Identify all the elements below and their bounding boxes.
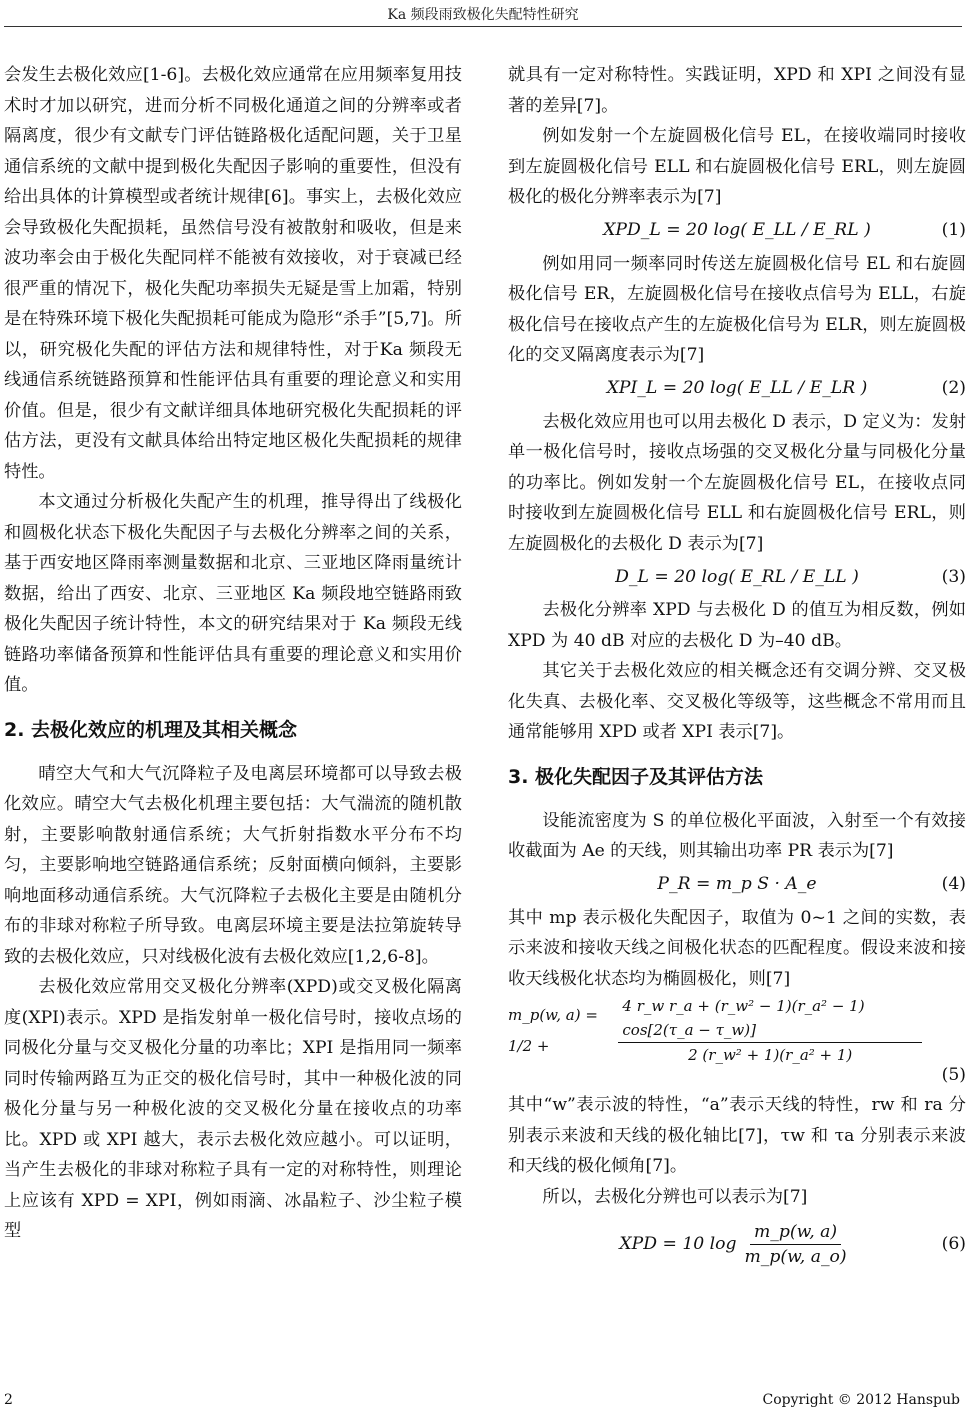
section-heading-3: 3. 极化失配因子及其评估方法 <box>508 765 764 788</box>
footer-rule <box>4 1386 962 1387</box>
paragraph: 例如发射一个左旋圆极化信号 EL，在接收端同时接收到左旋圆极化信号 ELL 和右旋圆极化信号 ERL，则左旋圆极化的极化分辨率表示为[7] <box>508 126 966 207</box>
equation-5-denominator: 2 (r_w² + 1)(r_a² + 1) <box>688 1046 853 1064</box>
equation-3 <box>508 559 966 595</box>
paragraph: 本文通过分析极化失配产生的机理，推导得出了线极化和圆极化状态下极化失配因子与去极化分辨率之间的关系，基于西安地区降雨率测量数据和北京、三亚地区降雨量统计数据，给出了西安、北京、三亚地区 Ka 频段地空链路雨致极化失配因子统计特性，本文的研究结果对于 Ka 频段无线链路功率储备预算和性能评估具有重要的理论意义和实用价值。 <box>4 492 462 695</box>
equation-2 <box>508 371 966 407</box>
paragraph: 去极化效应用也可以用去极化 D 表示，D 定义为：发射单一极化信号时，接收点场强的交叉极化分量与同极化分量的功率比。例如发射一个左旋圆极化信号 EL，在接收点同时接收到左旋圆极化信号 ELL 和右旋圆极化信号 ERL，则左旋圆极化的去极化 D 表示为[7] <box>508 411 966 554</box>
paragraph: 其中“w”表示波的特性，“a”表示天线的特性，rw 和 ra 分别表示来波和天线的极化轴比[7]，τw 和 τa 分别表示来波和天线的极化倾角[7]。 <box>508 1095 966 1176</box>
equation-5 <box>508 994 966 1090</box>
equation-5-numerator: 4 r_w r_a + (r_w² − 1)(r_a² − 1) cos[2(τ_a − τ_w)] <box>618 994 922 1043</box>
paragraph: 去极化效应常用交叉极化分辨率(XPD)或交叉极化隔离度(XPI)表示。XPD 是指发射单一极化信号时，接收点场的同极化分量与交叉极化分量的功率比；XPI 是指用同一频率同时传输两路互为正交的极化信号时，其中一种极化波的同极化分量与另一种极化波的交叉极化分量在接收点的功率比。XPD 或 XPI 越大，表示去极化效应越小。可以证明，当产生去极化的非球对称粒子具有一定的对称特性，则理论上应该有 XPD = XPI，例如雨滴、冰晶粒子、沙尘粒子模型 <box>4 977 462 1241</box>
running-head: Ka 频段雨致极化失配特性研究 <box>387 7 579 23</box>
equation-6-lhs: XPD = 10 log <box>619 1233 737 1254</box>
paragraph: 会发生去极化效应[1-6]。去极化效应通常在应用频率复用技术时才加以研究，进而分析不同极化通道之间的分辨率或者隔离度，很少有文献专门评估链路极化适配问题，关于卫星通信系统的文献中提到极化失配因子影响的重要性，但没有给出具体的计算模型或者统计规律[6]。事实上，去极化效应会导致极化失配损耗，虽然信号没有被散射和吸收，但是来波功率会由于极化失配同样不能被有效接收，对于衰减已经很严重的情况下，极化失配功率损失无疑是雪上加霜，特别是在特殊环境下极化失配损耗可能成为隐形“杀手”[5,7]。所以，研究极化失配的评估方法和规律特性，对于Ka 频段无线通信系统链路预算和性能评估具有重要的理论意义和实用价值。但是，很少有文献详细具体地研究极化失配损耗的评估方法，更没有文献具体给出特定地区极化失配损耗的规律特性。 <box>4 65 462 482</box>
right-column <box>508 60 966 1276</box>
copyright: Copyright © 2012 Hanspub <box>762 1392 960 1408</box>
paragraph: 设能流密度为 S 的单位极化平面波，入射至一个有效接收截面为 Ae 的天线，则其输出功率 PR 表示为[7] <box>508 810 966 861</box>
paragraph: 其中 mp 表示极化失配因子，取值为 0~1 之间的实数，表示来波和接收天线之间极化状态的匹配程度。假设来波和接收天线极化状态均为椭圆极化，则[7] <box>508 907 966 989</box>
paragraph: 晴空大气和大气沉降粒子及电离层环境都可以导致去极化效应。晴空大气去极化机理主要包括：大气湍流的随机散射，主要影响散射通信系统；大气折射指数水平分布不均匀，主要影响地空链路通信系统；反射面横向倾斜，主要影响地面移动通信系统。大气沉降粒子去极化主要是由随机分布的非球对称粒子所导致。电离层环境主要是法拉第旋转导致的去极化效应，只对线极化波有去极化效应[1,2,6-8]。 <box>4 763 462 967</box>
equation-4-body: P_R = m_p S · A_e <box>657 874 817 895</box>
paragraph: 就具有一定对称特性。实践证明，XPD 和 XPI 之间没有显著的差异[7]。 <box>508 65 966 116</box>
section-heading-2: 2. 去极化效应的机理及其相关概念 <box>4 718 298 741</box>
equation-5-lhs: m_p(w, a) = 1/2 + <box>508 1006 598 1055</box>
equation-4 <box>508 867 966 903</box>
equation-5-fraction <box>618 994 922 1067</box>
equation-3-number: (3) <box>941 566 966 587</box>
equation-6-numerator: m_p(w, a) <box>750 1220 841 1245</box>
header-rule <box>4 26 962 27</box>
equation-1-body: XPD_L = 20 log( E_LL / E_RL ) <box>603 220 871 241</box>
equation-3-body: D_L = 20 log( E_RL / E_LL ) <box>615 566 859 587</box>
equation-2-number: (2) <box>941 378 966 399</box>
paragraph: 其它关于去极化效应的相关概念还有交调分辨、交叉极化失真、去极化率、交叉极化等级等，这些概念不常用而且通常能够用 XPD 或者 XPI 表示[7]。 <box>508 661 966 742</box>
equation-6 <box>508 1212 966 1276</box>
equation-2-body: XPI_L = 20 log( E_LL / E_LR ) <box>606 378 868 399</box>
paragraph: 例如用同一频率同时传送左旋圆极化信号 EL 和右旋圆极化信号 ER，左旋圆极化信号在接收点信号为 ELL，右旋极化信号在接收点产生的左旋极化信号为 ELR，则左旋圆极化的交叉隔离度表示为[7] <box>508 253 966 365</box>
paragraph: 所以，去极化分辨也可以表示为[7] <box>542 1186 808 1207</box>
equation-6-number: (6) <box>941 1233 966 1254</box>
paragraph: 去极化分辨率 XPD 与去极化 D 的值互为相反数，例如 XPD 为 40 dB 对应的去极化 D 为–40 dB。 <box>508 600 966 651</box>
equation-6-denominator: m_p(w, a_o) <box>744 1246 847 1267</box>
page-number: 2 <box>4 1392 13 1408</box>
equation-6-fraction <box>741 1220 851 1269</box>
equation-4-number: (4) <box>941 874 966 895</box>
left-column <box>4 60 462 1247</box>
equation-1 <box>508 213 966 249</box>
equation-1-number: (1) <box>941 220 966 241</box>
equation-5-number: (5) <box>941 1065 966 1085</box>
